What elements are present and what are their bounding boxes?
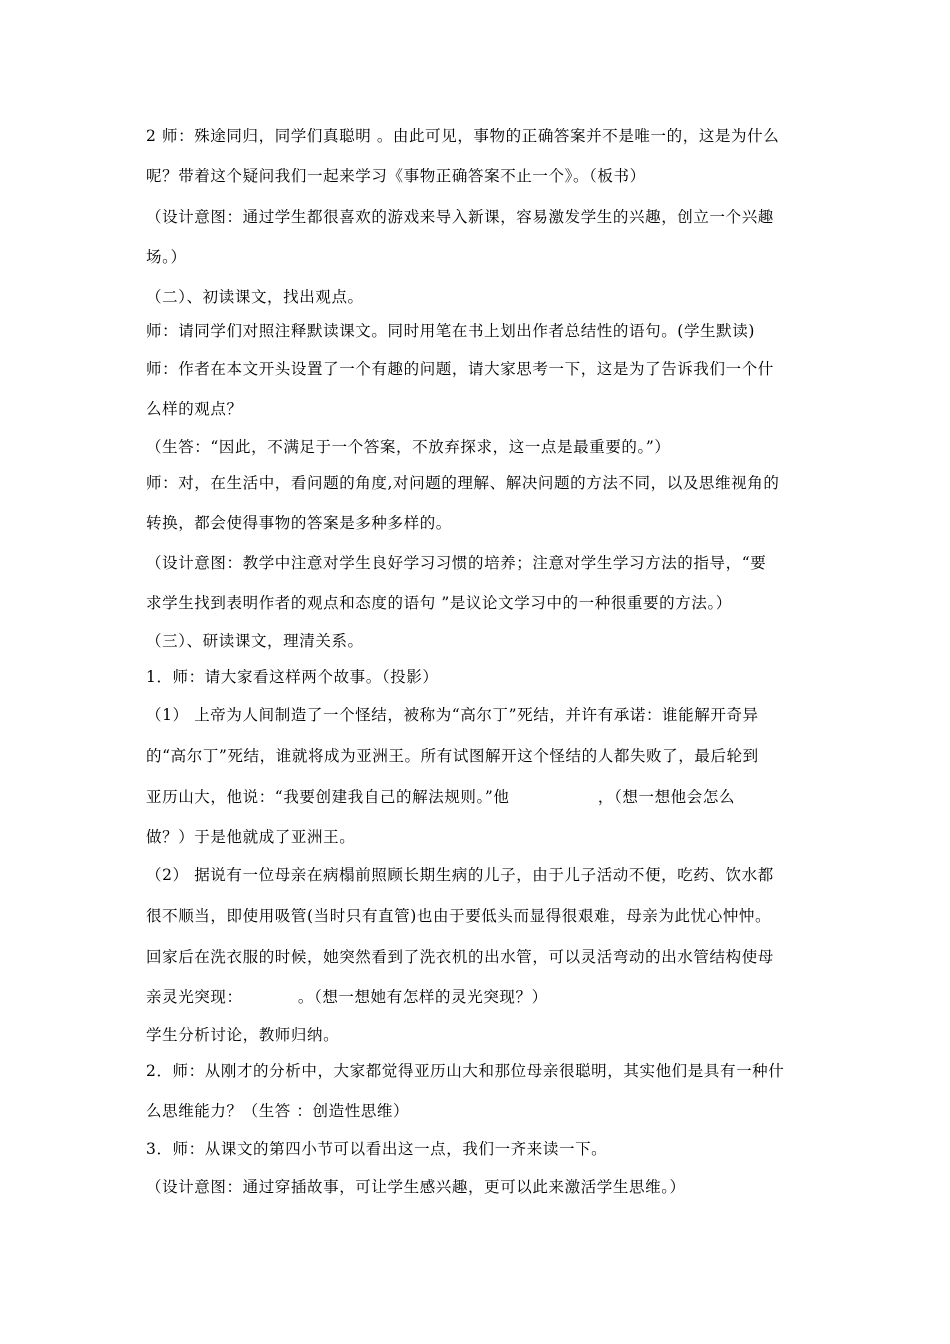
text-line: 2．师：从刚才的分析中，大家都觉得亚历山大和那位母亲很聪明，其实他们是具有一种什: [146, 1062, 785, 1080]
text-line: 场。）: [146, 248, 187, 266]
text-line: 的“高尔丁”死结，谁就将成为亚洲王。所有试图解开这个怪结的人都失败了，最后轮到: [146, 747, 759, 765]
text-line: 师：对，在生活中，看问题的角度,对问题的理解、解决问题的方法不同，以及思维视角的: [146, 474, 780, 492]
text-line: 师：请同学们对照注释默读课文。同时用笔在书上划出作者总结性的语句。(学生默读): [146, 322, 755, 340]
text-line: 师：作者在本文开头设置了一个有趣的问题，请大家思考一下，这是为了告诉我们一个什: [146, 360, 774, 378]
section-heading: （三）、研读课文，理清关系。: [146, 632, 364, 650]
text-line: 1．师：请大家看这样两个故事。（投影）: [146, 668, 439, 686]
text-line: 回家后在洗衣服的时候，她突然看到了洗衣机的出水管，可以灵活弯动的出水管结构使母: [146, 948, 774, 966]
text-line: 很不顺当，即使用吸管(当时只有直管)也由于要低头而显得很艰难，母亲为此忧心忡忡。: [146, 907, 772, 925]
text-line: 转换，都会使得事物的答案是多种多样的。: [146, 514, 452, 532]
text-line: 求学生找到表明作者的观点和态度的语句 ”是议论文学习中的一种很重要的方法。）: [146, 594, 732, 612]
text-line: 么样的观点？: [146, 400, 243, 418]
text-line: （1） 上帝为人间制造了一个怪结，被称为“高尔丁”死结，并许有承诺：谁能解开奇异: [146, 706, 759, 724]
text-line: 做？）于是他就成了亚洲王。: [146, 828, 356, 846]
text-line: 亲灵光突现： 。（想一想她有怎样的灵光突现？）: [146, 988, 548, 1006]
text-line: 么思维能力？（生答 ：创造性思维）: [146, 1102, 410, 1120]
text-line: （2） 据说有一位母亲在病榻前照顾长期生病的儿子，由于儿子活动不便，吃药、饮水都: [146, 866, 774, 884]
text-line: 2 师：殊途同归，同学们真聪明 。由此可见，事物的正确答案并不是唯一的，这是为什么: [146, 127, 780, 145]
section-heading: （二）、初读课文，找出观点。: [146, 288, 364, 306]
text-line: 亚历山大，他说：“我要创建我自己的解法规则。”他 ，（想一想他会怎么: [146, 788, 736, 806]
text-line: 呢？带着这个疑问我们一起来学习《事物正确答案不止一个》。（板书）: [146, 167, 646, 185]
text-line: （设计意图：通过学生都很喜欢的游戏来导入新课，容易激发学生的兴趣，创立一个兴趣: [146, 208, 774, 226]
text-line: 学生分析讨论，教师归纳。: [146, 1026, 340, 1044]
text-line: （设计意图：教学中注意对学生良好学习习惯的培养；注意对学生学习方法的指导，“要: [146, 554, 767, 572]
text-line: 3．师：从课文的第四小节可以看出这一点，我们一齐来读一下。: [146, 1140, 608, 1158]
text-line: （设计意图：通过穿插故事，可让学生感兴趣，更可以此来激活学生思维。）: [146, 1178, 686, 1196]
text-line: （生答：“因此，不满足于一个答案，不放弃探求，这一点是最重要的。”）: [146, 438, 671, 456]
